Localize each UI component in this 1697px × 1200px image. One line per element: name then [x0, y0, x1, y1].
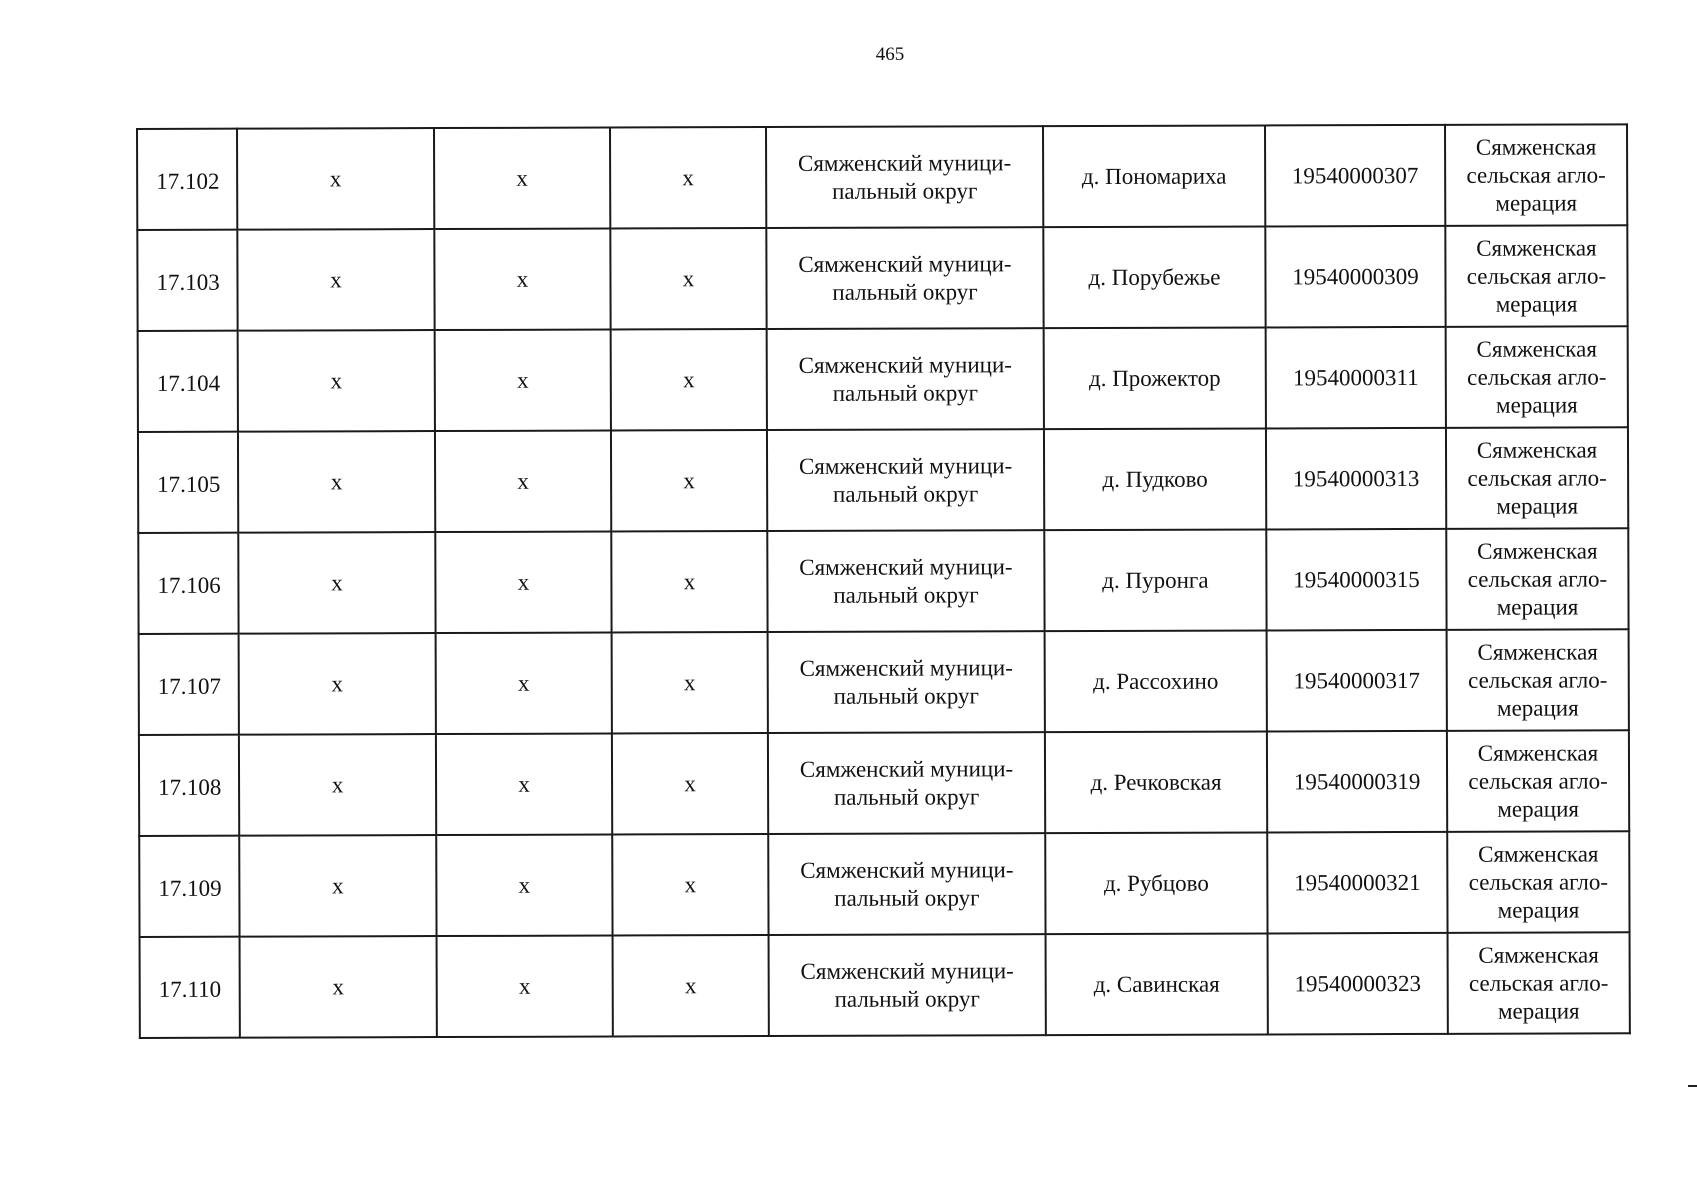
cell-text: 17.107 — [157, 673, 222, 699]
x-cell-1 — [238, 532, 435, 634]
cell-text: мерация — [1497, 795, 1580, 822]
x-cell-3 — [611, 531, 767, 632]
cell-text: пальный округ — [834, 985, 980, 1012]
table-row — [138, 528, 1628, 634]
row-number-cell — [138, 432, 238, 533]
cell-text: 19540000323 — [1294, 970, 1421, 996]
cell-text: х — [330, 266, 342, 292]
agglomeration-cell — [1445, 225, 1627, 327]
cell-text: мерация — [1495, 290, 1578, 317]
cell-text: х — [518, 872, 531, 898]
cell-text: 17.104 — [156, 370, 221, 396]
cell-text: х — [330, 468, 343, 494]
cell-text: 19540000315 — [1293, 566, 1420, 592]
cell-text: сельская агло- — [1468, 666, 1608, 693]
agglomeration-cell — [1446, 326, 1628, 428]
cell-text: х — [516, 266, 529, 292]
municipal-district-cell — [767, 328, 1044, 430]
cell-text: х — [517, 569, 530, 595]
locality-cell — [1045, 731, 1267, 833]
x-cell-1 — [240, 936, 437, 1038]
oktmo-code-cell — [1266, 529, 1446, 631]
oktmo-code-cell — [1268, 933, 1448, 1035]
cell-text: Сямженский муници- — [798, 351, 1012, 378]
cell-text: Сямженский муници- — [798, 250, 1012, 277]
table-row — [139, 831, 1629, 937]
cell-text: х — [331, 569, 343, 595]
cell-text: х — [518, 973, 531, 999]
table-row — [137, 124, 1627, 230]
x-cell-3 — [610, 127, 766, 228]
x-cell-2 — [434, 128, 610, 230]
cell-text: х — [683, 467, 695, 493]
table-row — [138, 326, 1628, 432]
cell-text: х — [684, 972, 697, 998]
row-number-cell — [140, 937, 240, 1038]
agglomeration-cell — [1446, 427, 1628, 529]
cell-text: д. Прожектор — [1088, 365, 1221, 391]
cell-text: Сямженская — [1476, 234, 1597, 261]
cell-text: пальный округ — [834, 884, 980, 911]
cell-text: Сямженская — [1478, 840, 1599, 867]
cell-text: х — [332, 973, 344, 999]
cell-text: д. Порубежье — [1088, 264, 1221, 290]
cell-text: х — [684, 871, 697, 897]
x-cell-3 — [612, 632, 768, 733]
oktmo-code-cell — [1265, 226, 1445, 328]
cell-text: Сямженская — [1475, 133, 1597, 160]
cell-text: х — [683, 669, 696, 695]
cell-text: 19540000311 — [1292, 364, 1419, 390]
cell-text: х — [683, 366, 695, 392]
cell-text: 17.102 — [156, 168, 220, 194]
cell-text: мерация — [1496, 492, 1579, 519]
municipal-district-cell — [766, 227, 1043, 329]
cell-text: сельская агло- — [1468, 767, 1608, 794]
row-number-cell — [139, 735, 239, 836]
cell-text: 19540000319 — [1293, 768, 1421, 794]
x-cell-2 — [435, 532, 611, 634]
cell-text: Сямженский муници- — [799, 755, 1014, 782]
locality-cell — [1045, 832, 1267, 934]
cell-text: сельская агло- — [1468, 969, 1609, 996]
oktmo-code-cell — [1267, 731, 1447, 833]
oktmo-code-cell — [1265, 125, 1445, 227]
cell-text: д. Пудково — [1102, 466, 1208, 492]
locality-cell — [1044, 529, 1266, 631]
agglomeration-cell — [1446, 528, 1628, 630]
cell-text: пальный округ — [832, 379, 979, 406]
edge-mark — [1688, 1085, 1697, 1087]
cell-text: х — [682, 164, 694, 190]
cell-text: д. Пономариха — [1081, 163, 1227, 189]
municipal-district-cell — [768, 631, 1045, 733]
x-cell-3 — [613, 935, 769, 1036]
x-cell-1 — [237, 128, 434, 230]
locality-cell — [1044, 428, 1266, 530]
cell-text: Сямженская — [1476, 335, 1597, 362]
x-cell-1 — [238, 330, 435, 432]
settlements-table — [136, 123, 1631, 1039]
x-cell-2 — [436, 633, 612, 735]
cell-text: Сямженский муници- — [798, 452, 1013, 479]
cell-text: д. Рассохино — [1093, 668, 1219, 694]
cell-text: пальный округ — [833, 581, 979, 608]
cell-text: д. Пуронга — [1102, 567, 1209, 593]
locality-cell — [1044, 327, 1266, 429]
x-cell-1 — [239, 835, 436, 937]
cell-text: пальный округ — [833, 682, 979, 709]
cell-text: Сямженская — [1477, 739, 1599, 766]
x-cell-2 — [435, 330, 611, 432]
cell-text: 17.108 — [158, 774, 222, 800]
cell-text: х — [329, 165, 342, 191]
x-cell-1 — [237, 229, 434, 331]
locality-cell — [1046, 933, 1268, 1035]
row-number-cell — [138, 533, 238, 634]
cell-text: сельская агло- — [1466, 262, 1607, 289]
cell-text: сельская агло- — [1467, 363, 1607, 390]
municipal-district-cell — [768, 732, 1045, 834]
row-number-cell — [137, 129, 237, 230]
oktmo-code-cell — [1266, 327, 1446, 429]
municipal-district-cell — [768, 833, 1045, 935]
row-number-cell — [139, 836, 239, 937]
x-cell-3 — [612, 834, 768, 935]
agglomeration-cell — [1447, 831, 1629, 933]
cell-text: Сямженская — [1477, 638, 1598, 665]
cell-text: 17.110 — [158, 976, 222, 1002]
cell-text: х — [517, 468, 529, 494]
row-number-cell — [138, 331, 238, 432]
x-cell-3 — [611, 329, 767, 430]
municipal-district-cell — [769, 934, 1046, 1036]
municipal-district-cell — [767, 429, 1044, 531]
cell-text: 17.103 — [156, 269, 220, 295]
x-cell-2 — [437, 936, 613, 1038]
agglomeration-cell — [1447, 629, 1629, 731]
cell-text: мерация — [1497, 896, 1580, 923]
locality-cell — [1045, 630, 1267, 732]
cell-text: х — [517, 367, 529, 393]
cell-text: пальный округ — [832, 278, 978, 305]
cell-text: х — [684, 770, 696, 796]
cell-text: х — [517, 670, 530, 696]
cell-text: Сямженская — [1477, 537, 1598, 564]
x-cell-3 — [611, 430, 767, 531]
x-cell-2 — [436, 734, 612, 836]
cell-text: мерация — [1496, 593, 1579, 620]
cell-text: 19540000317 — [1293, 667, 1421, 693]
cell-text: сельская агло- — [1467, 464, 1607, 491]
oktmo-code-cell — [1267, 832, 1447, 934]
cell-text: Сямженский муници- — [797, 149, 1012, 176]
cell-text: 17.109 — [158, 875, 222, 901]
cell-text: 17.105 — [157, 471, 221, 497]
x-cell-3 — [610, 228, 766, 329]
cell-text: 19540000313 — [1292, 465, 1420, 491]
municipal-district-cell — [766, 126, 1043, 228]
table-body — [137, 124, 1630, 1038]
cell-text: х — [330, 367, 343, 393]
cell-text: х — [683, 568, 696, 594]
cell-text: сельская агло- — [1467, 565, 1608, 592]
cell-text: мерация — [1496, 694, 1579, 721]
cell-text: Сямженская — [1478, 941, 1599, 968]
x-cell-2 — [434, 229, 610, 331]
cell-text: д. Савинская — [1093, 971, 1220, 997]
cell-text: д. Речковская — [1090, 769, 1222, 795]
cell-text: Сямженская — [1476, 436, 1598, 463]
cell-text: Сямженский муници- — [799, 654, 1013, 681]
cell-text: х — [518, 771, 530, 797]
locality-cell — [1043, 226, 1265, 328]
cell-text: д. Рубцово — [1103, 870, 1209, 896]
cell-text: Сямженский муници- — [799, 553, 1013, 580]
cell-text: х — [332, 872, 344, 898]
cell-text: 19540000309 — [1292, 263, 1419, 289]
cell-text: мерация — [1495, 391, 1578, 418]
cell-text: мерация — [1495, 189, 1578, 216]
cell-text: х — [682, 265, 695, 291]
cell-text: 17.106 — [157, 572, 221, 598]
row-number-cell — [137, 230, 237, 331]
table-row — [138, 427, 1628, 533]
agglomeration-cell — [1448, 932, 1630, 1034]
agglomeration-cell — [1445, 124, 1627, 226]
x-cell-2 — [435, 431, 611, 533]
table-row — [137, 225, 1627, 331]
cell-text: пальный округ — [832, 177, 978, 204]
cell-text: пальный округ — [832, 480, 979, 507]
cell-text: мерация — [1497, 997, 1580, 1024]
x-cell-2 — [436, 835, 612, 937]
cell-text: Сямженский муници- — [800, 957, 1014, 984]
table-row — [139, 730, 1629, 836]
cell-text: Сямженский муници- — [800, 856, 1014, 883]
x-cell-1 — [238, 431, 435, 533]
cell-text: сельская агло- — [1466, 161, 1606, 188]
cell-text: сельская агло- — [1468, 868, 1609, 895]
cell-text: х — [331, 771, 344, 797]
cell-text: пальный округ — [833, 783, 980, 810]
x-cell-3 — [612, 733, 768, 834]
x-cell-1 — [239, 734, 436, 836]
table-row — [139, 629, 1629, 735]
municipal-district-cell — [767, 530, 1044, 632]
page-number: 465 — [875, 44, 905, 65]
table-row — [140, 932, 1630, 1038]
oktmo-code-cell — [1266, 428, 1446, 530]
cell-text: х — [516, 165, 528, 191]
cell-text: 19540000321 — [1294, 869, 1421, 895]
oktmo-code-cell — [1267, 630, 1447, 732]
row-number-cell — [139, 634, 239, 735]
agglomeration-cell — [1447, 730, 1629, 832]
cell-text: х — [331, 670, 344, 696]
x-cell-1 — [239, 633, 436, 735]
cell-text: 19540000307 — [1291, 162, 1419, 188]
locality-cell — [1043, 125, 1265, 227]
settlements-table-wrapper — [136, 123, 1631, 1039]
